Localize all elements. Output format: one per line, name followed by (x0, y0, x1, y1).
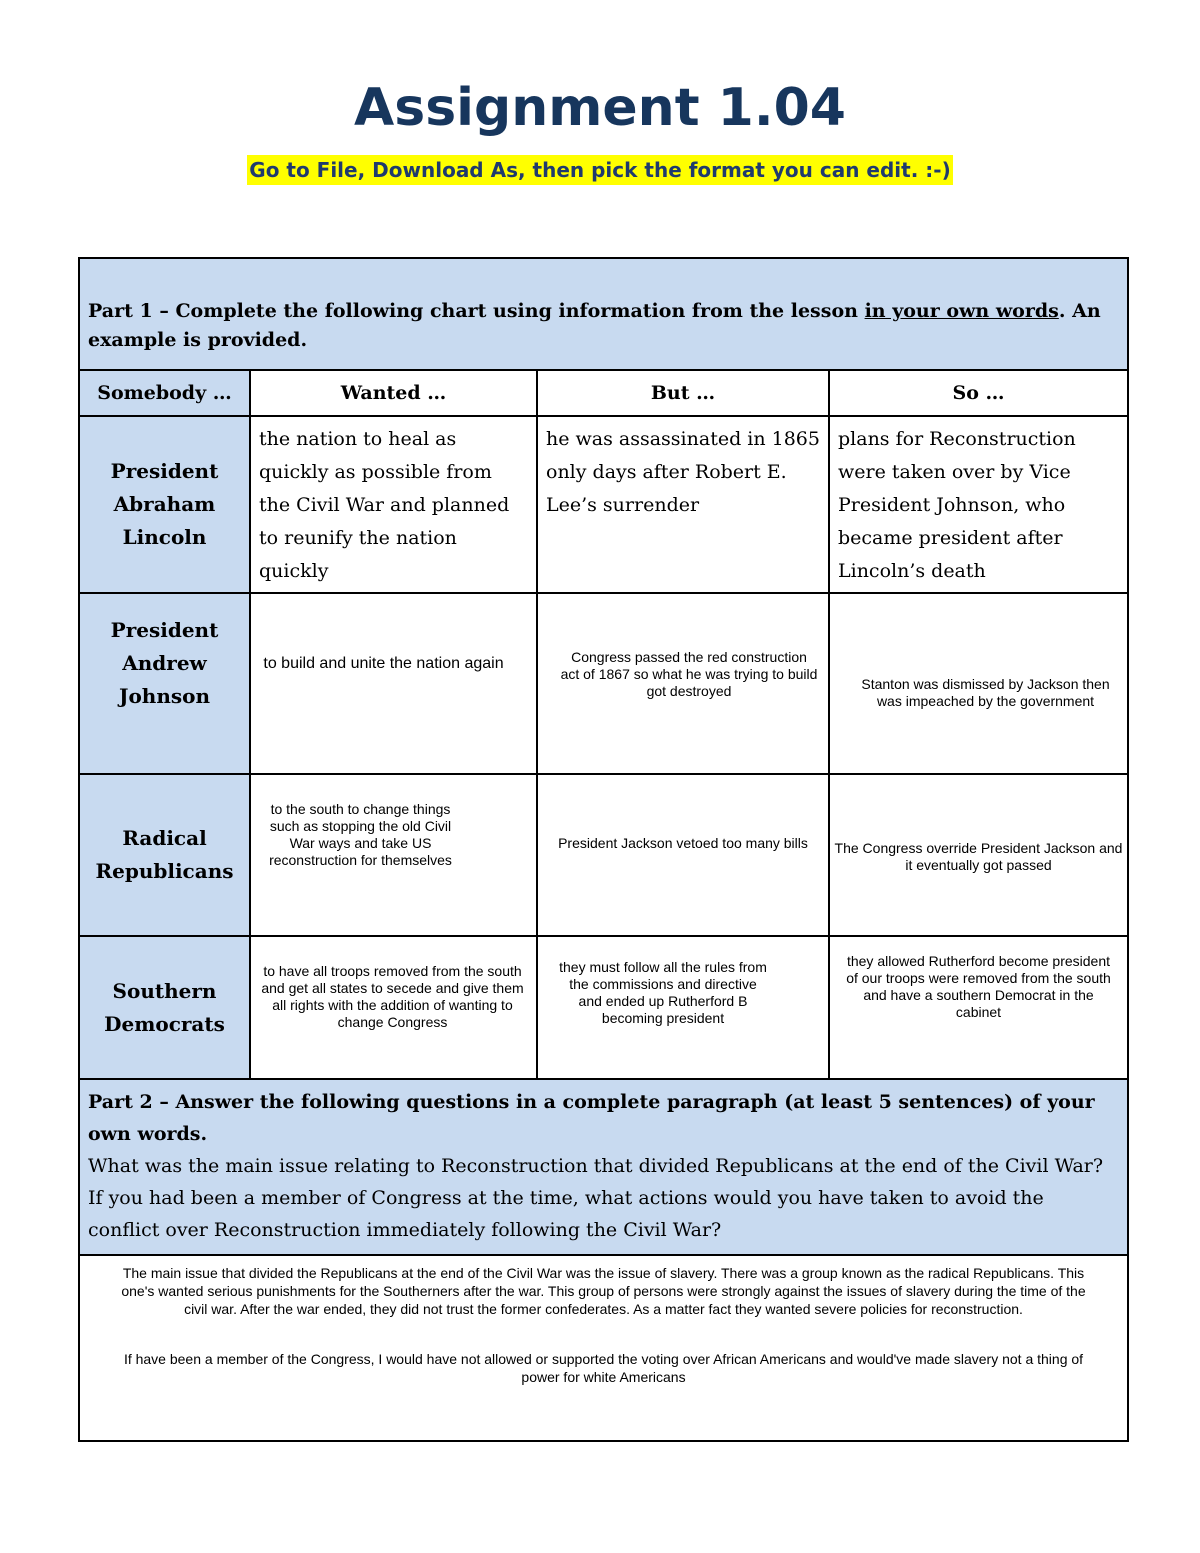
lincoln-name: President Abraham Lincoln (110, 459, 219, 549)
page-title: Assignment 1.04 (354, 78, 846, 138)
row-radical-but (537, 774, 829, 936)
row-radical-somebody (79, 774, 250, 936)
part1-underlined: in your own words (864, 300, 1059, 322)
johnson-so-text: Stanton was dismissed by Jackson then was impeached by the government (861, 676, 1110, 709)
row-southern-but (537, 936, 829, 1079)
part2-heading: Part 2 – Answer the following questions in a complete paragraph (at least 5 sentences) of your own words. (88, 1091, 1095, 1145)
southern-wanted-text: to have all troops removed from the south and get all states to secede and give them all rights with the addition of wanting to change Congress (261, 963, 524, 1030)
row-lincoln-wanted: the nation to heal as quickly as possible from the Civil War and planned to reunify the nation quickly (250, 416, 537, 593)
radical-wanted-text: to the south to change things such as stopping the old Civil War ways and take US reconstruction for themselves (269, 801, 452, 868)
instruction-highlight: Go to File, Download As, then pick the format you can edit. :-) (247, 155, 952, 185)
row-southern-somebody (79, 936, 250, 1079)
johnson-name: President Andrew Johnson (110, 618, 219, 708)
row-lincoln-somebody (79, 416, 250, 593)
southern-name: Southern Democrats (104, 978, 225, 1036)
part2-question: What was the main issue relating to Reconstruction that divided Republicans at the end of the Civil War? If you had been a member of Congress at the time, what actions would you have taken to avoid the conflict over Reconstruction immediately following the Civil War? (88, 1155, 1104, 1241)
row-johnson-wanted (250, 593, 537, 774)
header-so: So … (829, 370, 1128, 416)
row-southern-so (829, 936, 1128, 1079)
header-wanted: Wanted … (250, 370, 537, 416)
row-lincoln-but: he was assassinated in 1865 only days after Robert E. Lee’s surrender (537, 416, 829, 593)
row-johnson-but (537, 593, 829, 774)
johnson-but-text: Congress passed the red construction act of 1867 so what he was trying to build got destroyed (560, 649, 818, 699)
header-somebody: Somebody … (79, 370, 250, 416)
part1-prefix: Part 1 – Complete the following chart using information from the lesson (88, 300, 865, 322)
radical-name: Radical Republicans (95, 826, 234, 883)
header-but: But … (537, 370, 829, 416)
johnson-wanted-text: to build and unite the nation again (263, 655, 504, 672)
row-johnson-so (829, 593, 1128, 774)
instruction-wrapper (0, 155, 1200, 185)
radical-but-text: President Jackson vetoed too many bills (558, 835, 808, 851)
row-radical-so (829, 774, 1128, 936)
southern-so-text: they allowed Rutherford become president of our troops were removed from the south and have a southern Democrat in the cabinet (846, 953, 1111, 1020)
answer-paragraph-1: The main issue that divided the Republicans at the end of the Civil War was the issue of slavery. There was a group known as the radical Republicans. This one's wanted serious punishments for the Southerners after the war. This group of persons were strongly against the issues of slavery during the time of the civil war. After the war ended, they did not trust the former confederates. As a matter fact they wanted severe policies for reconstruction. (121, 1265, 1086, 1317)
row-radical-wanted (250, 774, 537, 936)
row-southern-wanted (250, 936, 537, 1079)
row-lincoln-so: plans for Reconstruction were taken over by Vice President Johnson, who became president after Lincoln’s death (829, 416, 1128, 593)
answer-gap (110, 1318, 1097, 1350)
part1-instructions (79, 258, 1128, 370)
part2-instructions (79, 1079, 1128, 1255)
answer-paragraph-2: If have been a member of the Congress, I would have not allowed or supported the voting over African Americans and would've made slavery not a thing of power for white Americans (123, 1351, 1084, 1385)
part1-suffix: . An example is provided. (88, 300, 1101, 351)
part2-answer-box[interactable] (79, 1255, 1128, 1441)
southern-but-text: they must follow all the rules from the commissions and directive and ended up Rutherford B becoming president (559, 959, 767, 1026)
assignment-table (78, 257, 1129, 1442)
radical-so-text: The Congress override President Jackson and it eventually got passed (834, 840, 1123, 873)
row-johnson-somebody (79, 593, 250, 774)
